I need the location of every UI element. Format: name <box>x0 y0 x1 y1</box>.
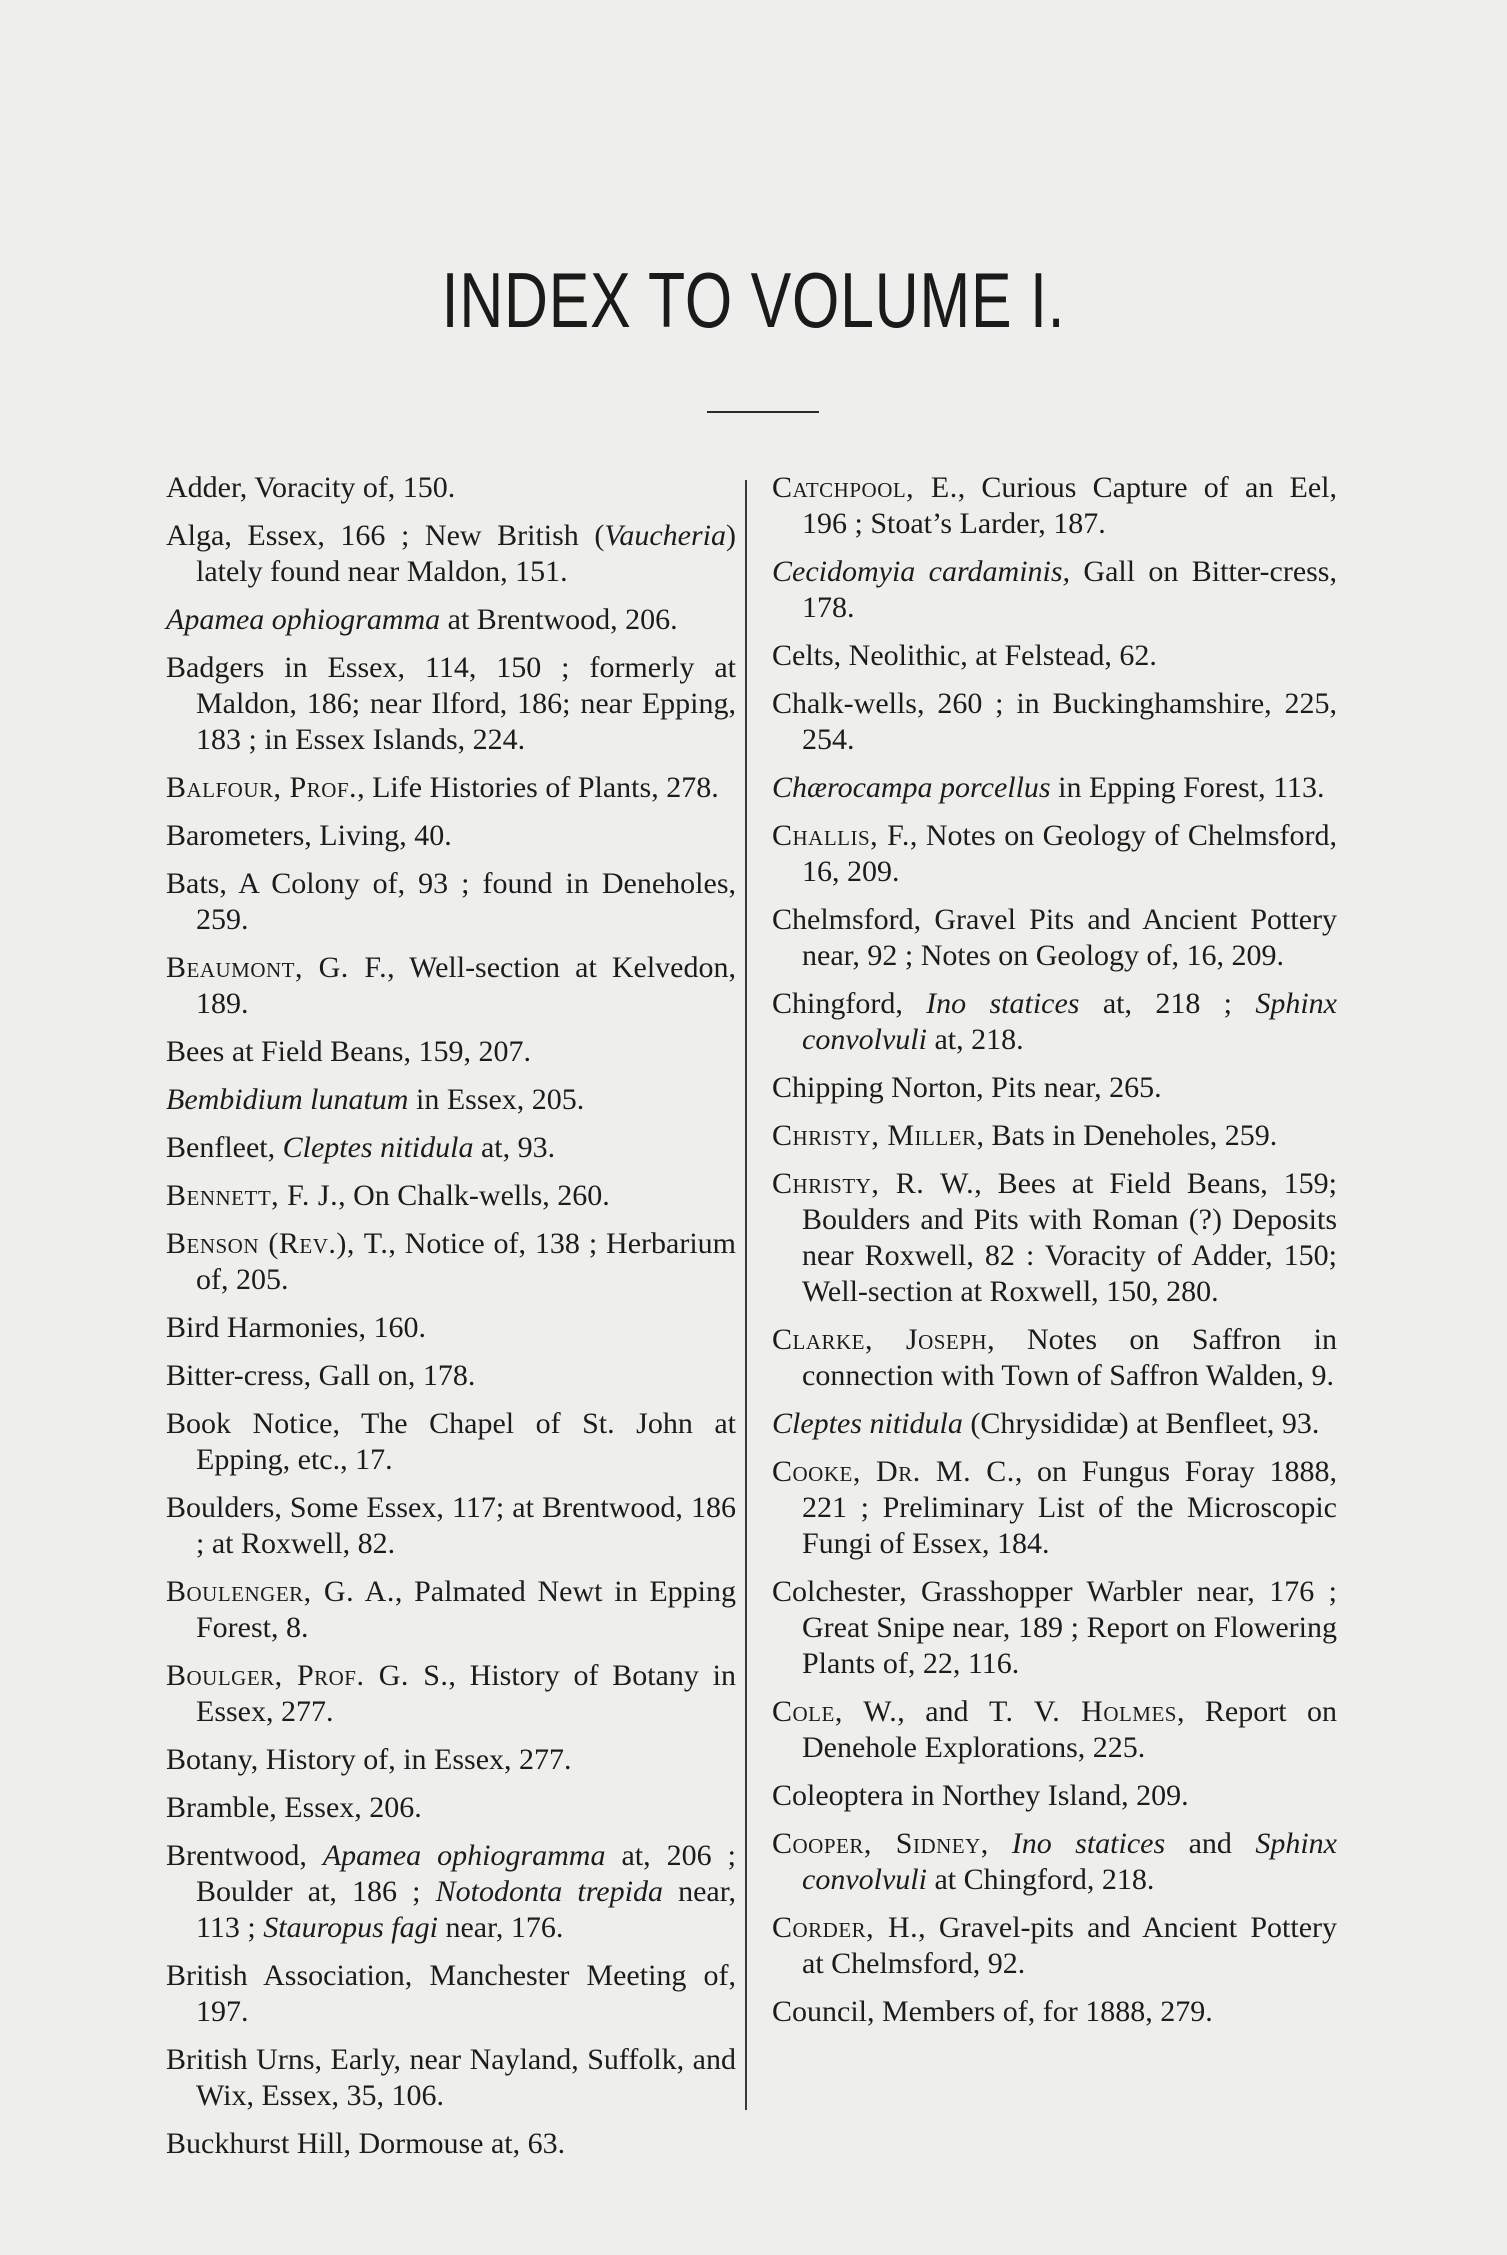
index-entry-text: Botany, History of, in Essex, 277. <box>166 1743 572 1776</box>
index-entry-text: , Curious Capture of an Eel, 196 ; Stoat’s Larder, 187. <box>802 471 1337 540</box>
index-entry-text: Beaumont, G. F. <box>166 951 388 984</box>
index-entry <box>166 2126 736 2162</box>
index-entry-text: T. V. Holmes <box>988 1695 1177 1728</box>
index-entry-text: Boulger, Prof. G. S. <box>166 1659 449 1692</box>
index-entry <box>772 1406 1337 1442</box>
index-entry <box>772 1118 1337 1154</box>
index-entry <box>772 1910 1337 1982</box>
index-entry-text: , Notice of, 138 ; Herbarium of, 205. <box>196 1227 736 1296</box>
index-entry-text: Badgers in Essex, 114, 150 ; formerly at Maldon, 186; near Ilford, 186; near Epping, 183 ; in Essex Islands, 224. <box>166 651 736 756</box>
index-entry <box>166 1838 736 1946</box>
index-entry <box>166 1658 736 1730</box>
title-rule <box>707 411 819 413</box>
index-entry <box>772 638 1337 674</box>
index-entry-text: (Chrysididæ) at Benfleet, 93. <box>962 1407 1320 1440</box>
index-entry-text: , <box>980 1827 1012 1860</box>
index-entry-text: near, 113 ; <box>196 1875 736 1944</box>
index-entry <box>166 1130 736 1166</box>
index-entry <box>772 1070 1337 1106</box>
index-entry-text: , History of Botany in Essex, 277. <box>196 1659 736 1728</box>
index-entry <box>166 650 736 758</box>
index-entry-text: , Bees at Field Beans, 159; Boulders and Pits with Roman (?) Deposits near Roxwell, 82 : Voracity of Adder, 150; Well-section at Roxwell, 150, 280. <box>802 1167 1337 1308</box>
index-entry-text: Colchester, Grasshopper Warbler near, 176 ; Great Snipe near, 189 ; Report on Flowering Plants of, 22, 116. <box>772 1575 1337 1680</box>
index-entry <box>166 818 736 854</box>
index-entry-text: Chelmsford, Gravel Pits and Ancient Pottery near, 92 ; Notes on Geology of, 16, 209. <box>772 903 1337 972</box>
index-entry-text: at, 93. <box>473 1131 556 1164</box>
index-entry <box>166 1226 736 1298</box>
index-entry <box>772 818 1337 890</box>
index-entry-text: near, 176. <box>437 1911 564 1944</box>
index-entry <box>166 1034 736 1070</box>
index-entry-text: Cleptes nitidula <box>772 1407 963 1440</box>
index-entry-text: in Epping Forest, 113. <box>1050 771 1325 804</box>
index-entry-text: Stauropus fagi <box>263 1911 438 1944</box>
index-entry-text: Bird Harmonies, 160. <box>166 1311 426 1344</box>
index-column-right <box>772 470 1337 2042</box>
index-entry-text: , Well-section at Kelvedon, 189. <box>196 951 736 1020</box>
index-entry-text: Cleptes nitidula <box>282 1131 474 1164</box>
index-entry-text: at, 218. <box>926 1023 1024 1056</box>
index-entry <box>166 1178 736 1214</box>
index-entry <box>772 986 1337 1058</box>
index-entry-text: Bees at Field Beans, 159, 207. <box>166 1035 531 1068</box>
index-entry-text: Chalk-wells, 260 ; in Buckinghamshire, 225, 254. <box>772 687 1337 756</box>
index-entry-text: , Palmated Newt in Epping Forest, 8. <box>196 1575 736 1644</box>
index-entry <box>772 770 1337 806</box>
index-entry-text: , Notes on Saffron in connection with Town of Saffron Walden, 9. <box>802 1323 1337 1392</box>
index-entry <box>166 1082 736 1118</box>
index-entry <box>772 902 1337 974</box>
index-entry-text: Alga, Essex, 166 ; New British ( <box>166 519 605 552</box>
index-entry-text: Ino statices <box>1011 1827 1166 1860</box>
index-entry-text: Boulders, Some Essex, 117; at Brentwood, 186 ; at Roxwell, 82. <box>166 1491 736 1560</box>
index-entry <box>166 470 736 506</box>
index-entry-text: Cooke, Dr. M. C. <box>772 1455 1015 1488</box>
index-entry-text: Boulenger, G. A. <box>166 1575 395 1608</box>
index-entry <box>772 470 1337 542</box>
index-entry-text: Coleoptera in Northey Island, 209. <box>772 1779 1189 1812</box>
index-entry-text: Bembidium lunatum <box>166 1083 409 1116</box>
index-entry <box>772 1694 1337 1766</box>
index-entry-text: Gall on Bitter-cress, 178. <box>802 555 1337 624</box>
index-entry-text: , Bats in Deneholes, 259. <box>976 1119 1278 1152</box>
index-entry <box>772 1778 1337 1814</box>
index-entry-text: Buckhurst Hill, Dormouse at, 63. <box>166 2127 566 2160</box>
index-entry <box>166 1310 736 1346</box>
index-entry-text: , Gravel-pits and Ancient Pottery at Chelmsford, 92. <box>802 1911 1337 1980</box>
index-entry <box>166 950 736 1022</box>
index-entry-text: British Urns, Early, near Nayland, Suffolk, and Wix, Essex, 35, 106. <box>166 2043 736 2112</box>
index-entry-text: at Brentwood, 206. <box>440 603 678 636</box>
index-entry-text: Chipping Norton, Pits near, 265. <box>772 1071 1162 1104</box>
index-entry-text: Benfleet, <box>166 1131 283 1164</box>
index-entry <box>166 1490 736 1562</box>
index-entry-text: Book Notice, The Chapel of St. John at Epping, etc., 17. <box>166 1407 736 1476</box>
index-entry-text: Notodonta trepida <box>435 1875 663 1908</box>
index-entry-text: at, 218 ; <box>1079 987 1256 1020</box>
index-entry <box>772 1574 1337 1682</box>
index-entry-text: Barometers, Living, 40. <box>166 819 452 852</box>
index-entry <box>166 518 736 590</box>
index-entry <box>166 1406 736 1478</box>
column-divider <box>745 480 747 2110</box>
index-entry-text: at, 206 ; Boulder at, 186 ; <box>196 1839 736 1908</box>
index-entry-text: Bats, A Colony of, 93 ; found in Deneholes, 259. <box>166 867 736 936</box>
index-entry-text: Celts, Neolithic, at Felstead, 62. <box>772 639 1157 672</box>
index-entry-text: British Association, Manchester Meeting of, 197. <box>166 1959 736 2028</box>
index-entry <box>166 1790 736 1826</box>
index-entry-text: Benson (Rev.), T. <box>166 1227 389 1260</box>
index-entry <box>166 1358 736 1394</box>
index-entry-text: and <box>1165 1827 1256 1860</box>
index-entry <box>166 770 736 806</box>
index-entry <box>772 1826 1337 1898</box>
index-entry-text: , Life Histories of Plants, 278. <box>357 771 719 804</box>
index-entry-text: Catchpool, E. <box>772 471 958 504</box>
index-entry-text: Sphinx convolvuli <box>802 987 1337 1056</box>
index-entry-text: in Essex, 205. <box>408 1083 585 1116</box>
index-entry-text: , On Chalk-wells, 260. <box>338 1179 610 1212</box>
index-entry <box>166 866 736 938</box>
index-entry <box>166 2042 736 2114</box>
index-entry-text: Bitter-cress, Gall on, 178. <box>166 1359 476 1392</box>
index-entry-text: Cole, W. <box>772 1695 898 1728</box>
index-entry <box>166 1574 736 1646</box>
index-entry-text: Apamea ophiogramma <box>322 1839 606 1872</box>
index-entry <box>166 1742 736 1778</box>
index-entry-text: Corder, H. <box>772 1911 919 1944</box>
index-entry <box>772 1322 1337 1394</box>
index-entry-text: Christy, R. W. <box>772 1167 975 1200</box>
index-entry-text: Brentwood, <box>166 1839 323 1872</box>
index-entry-text: Sphinx convolvuli <box>802 1827 1337 1896</box>
index-entry-text: Apamea ophiogramma <box>166 603 441 636</box>
index-entry-text: Vaucheria <box>604 519 726 552</box>
index-entry-text: Council, Members of, for 1888, 279. <box>772 1995 1213 2028</box>
index-entry-text: Ino statices <box>926 987 1080 1020</box>
index-entry-text: Cooper, Sidney <box>772 1827 981 1860</box>
index-entry-text: Clarke, Joseph <box>772 1323 988 1356</box>
index-entry-text: , on Fungus Foray 1888, 221 ; Preliminary List of the Microscopic Fungi of Essex, 184. <box>802 1455 1337 1560</box>
index-entry <box>166 1958 736 2030</box>
index-entry <box>166 602 736 638</box>
index-entry-text: , Report on Denehole Explorations, 225. <box>802 1695 1337 1764</box>
index-entry-text: Challis, F. <box>772 819 910 852</box>
index-entry-text: , Notes on Geology of Chelmsford, 16, 209. <box>802 819 1337 888</box>
index-entry-text: Cecidomyia cardaminis, <box>772 555 1071 588</box>
index-entry-text: Chærocampa porcellus <box>772 771 1051 804</box>
index-entry-text: Balfour, Prof. <box>166 771 358 804</box>
index-entry-text: Bennett, F. J. <box>166 1179 339 1212</box>
index-entry <box>772 686 1337 758</box>
index-entry-text: Adder, Voracity of, 150. <box>166 471 456 504</box>
index-entry <box>772 1166 1337 1310</box>
index-column-left <box>166 470 736 2174</box>
index-entry <box>772 554 1337 626</box>
index-entry-text: , and <box>897 1695 989 1728</box>
index-entry-text: Christy, Miller <box>772 1119 977 1152</box>
page-title: INDEX TO VOLUME I. <box>441 256 1066 344</box>
index-entry-text: Bramble, Essex, 206. <box>166 1791 422 1824</box>
index-entry-text: at Chingford, 218. <box>926 1863 1155 1896</box>
index-entry-text: ) lately found near Maldon, 151. <box>196 519 736 588</box>
index-entry <box>772 1454 1337 1562</box>
index-entry <box>772 1994 1337 2030</box>
index-entry-text: Chingford, <box>772 987 927 1020</box>
